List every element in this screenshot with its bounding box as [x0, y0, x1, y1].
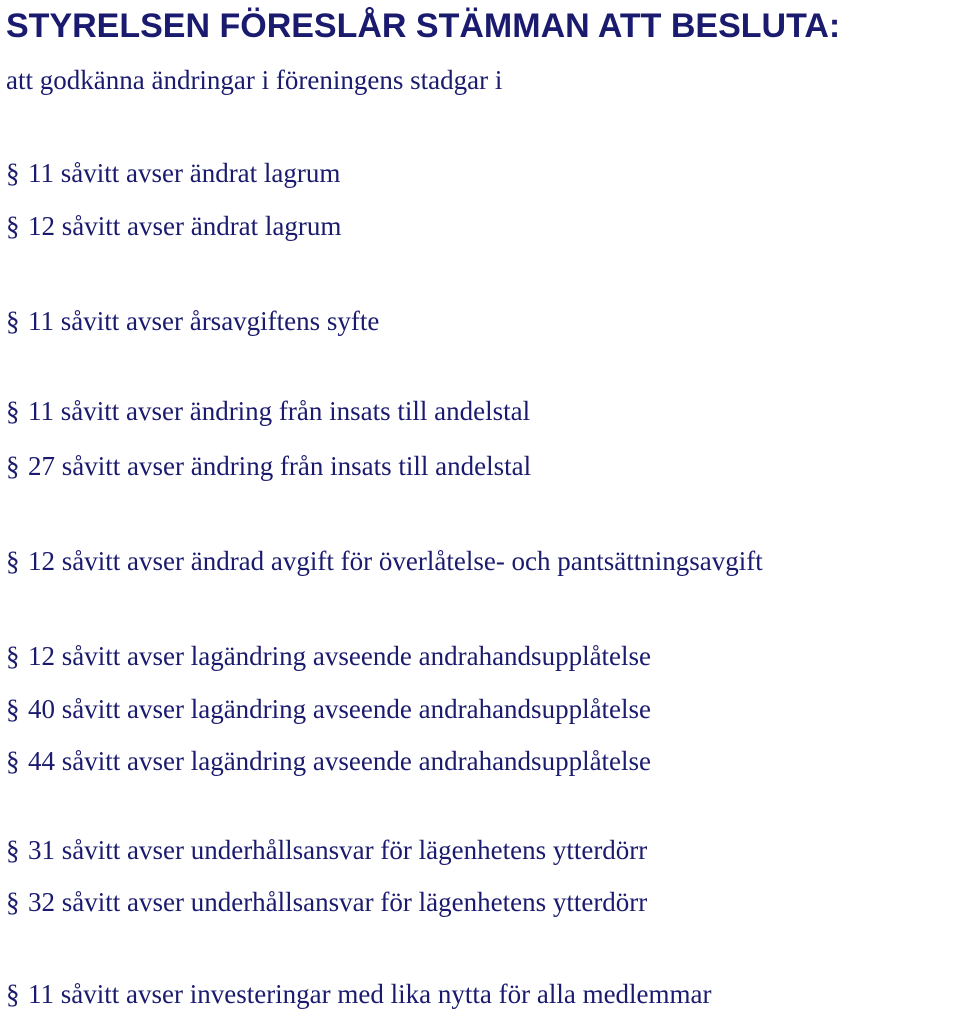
list-item-text: 11 såvitt avser årsavgiftens syfte: [28, 306, 380, 336]
list-item: [6, 691, 651, 727]
list-item: [6, 832, 647, 868]
list-item-text: 12 såvitt avser ändrat lagrum: [28, 211, 342, 241]
list-item-text: 11 såvitt avser ändring från insats till andelstal: [28, 396, 531, 426]
section-symbol: §: [6, 835, 20, 865]
section-symbol: §: [6, 546, 20, 576]
section-symbol: §: [6, 396, 20, 426]
list-item: [6, 448, 531, 484]
list-item-text: 12 såvitt avser lagändring avseende andrahandsupplåtelse: [28, 641, 652, 671]
list-item-text: 11 såvitt avser ändrat lagrum: [28, 158, 341, 188]
list-item: [6, 743, 651, 779]
list-item: [6, 208, 341, 244]
list-item-text: 31 såvitt avser underhållsansvar för lägenhetens ytterdörr: [28, 835, 648, 865]
list-item: [6, 976, 712, 1012]
list-item-text: 44 såvitt avser lagändring avseende andrahandsupplåtelse: [28, 746, 652, 776]
section-symbol: §: [6, 694, 20, 724]
list-item-text: 12 såvitt avser ändrad avgift för överlåtelse- och pantsättningsavgift: [28, 546, 763, 576]
intro-text: att godkänna ändringar i föreningens stadgar i: [6, 65, 503, 95]
list-item: [6, 638, 651, 674]
list-item-text: 40 såvitt avser lagändring avseende andrahandsupplåtelse: [28, 694, 652, 724]
section-symbol: §: [6, 979, 20, 1009]
section-symbol: §: [6, 451, 20, 481]
section-symbol: §: [6, 641, 20, 671]
section-symbol: §: [6, 306, 20, 336]
list-item-text: 27 såvitt avser ändring från insats till andelstal: [28, 451, 532, 481]
list-item: [6, 393, 530, 429]
section-symbol: §: [6, 887, 20, 917]
list-item: [6, 155, 340, 191]
section-symbol: §: [6, 211, 20, 241]
list-item-text: 32 såvitt avser underhållsansvar för lägenhetens ytterdörr: [28, 887, 648, 917]
list-item: [6, 543, 763, 579]
list-item-text: 11 såvitt avser investeringar med lika nytta för alla medlemmar: [28, 979, 712, 1009]
page-title: STYRELSEN FÖRESLÅR STÄMMAN ATT BESLUTA:: [6, 7, 841, 45]
section-symbol: §: [6, 746, 20, 776]
list-item: [6, 884, 647, 920]
list-item: [6, 303, 379, 339]
section-symbol: §: [6, 158, 20, 188]
